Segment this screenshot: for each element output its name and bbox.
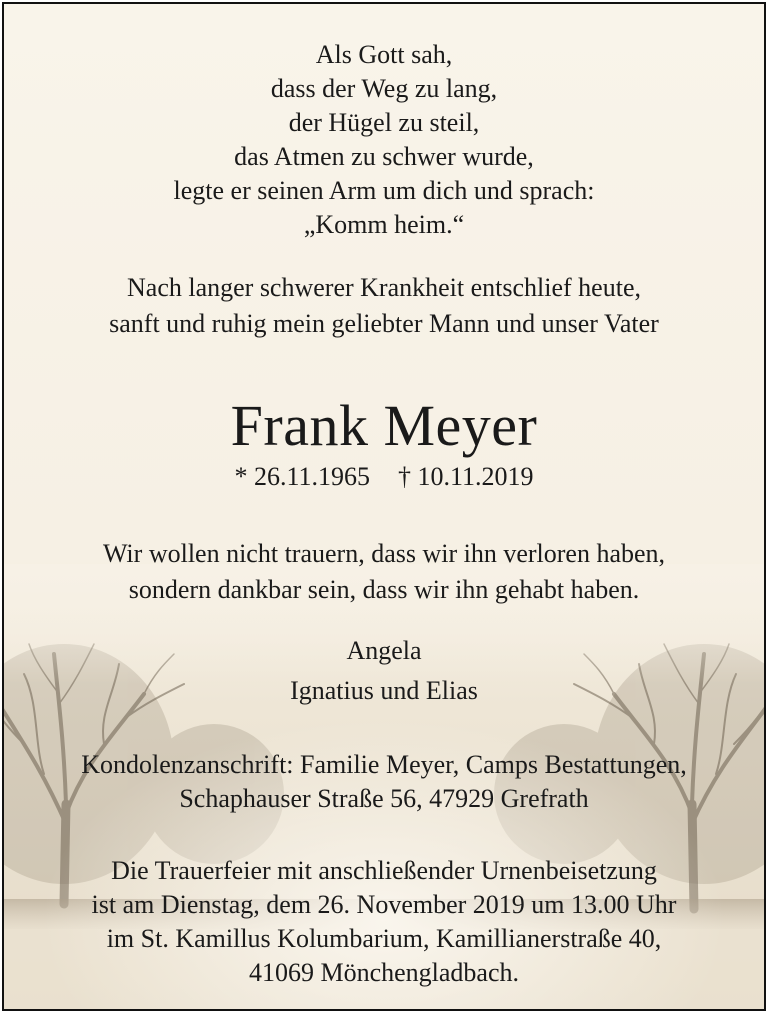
mourner-name: Angela xyxy=(346,636,422,665)
memorial-quote xyxy=(4,536,764,608)
quote-line: sondern dankbar sein, dass wir ihn gehabt haben. xyxy=(128,575,640,604)
address-line: Schaphauser Straße 56, 47929 Grefrath xyxy=(179,784,589,813)
death-announcement xyxy=(4,270,764,342)
life-dates xyxy=(4,460,764,494)
quote-line: Wir wollen nicht trauern, dass wir ihn verloren haben, xyxy=(102,539,666,568)
obituary-notice xyxy=(2,2,766,1011)
announcement-line: sanft und ruhig mein geliebter Mann und unser Vater xyxy=(109,309,659,338)
poem-line: „Komm heim.“ xyxy=(303,210,465,239)
mourners xyxy=(4,631,764,711)
poem-line: dass der Weg zu lang, xyxy=(270,74,498,103)
poem-line: der Hügel zu steil, xyxy=(288,108,480,137)
poem xyxy=(4,38,764,242)
announcement-line: Nach langer schwerer Krankheit entschlief heute, xyxy=(127,273,641,302)
funeral-details xyxy=(4,854,764,990)
death-date: † 10.11.2019 xyxy=(398,462,534,491)
poem-line: das Atmen zu schwer wurde, xyxy=(234,142,534,171)
ceremony-line: ist am Dienstag, dem 26. November 2019 um 13.00 Uhr xyxy=(91,890,677,919)
address-line: Kondolenzanschrift: Familie Meyer, Camps Bestattungen, xyxy=(81,750,687,779)
ceremony-line: Die Trauerfeier mit anschließender Urnenbeisetzung xyxy=(111,856,657,885)
ceremony-line: im St. Kamillus Kolumbarium, Kamillianerstraße 40, xyxy=(106,924,662,953)
birth-date: * 26.11.1965 xyxy=(234,462,370,491)
poem-line: legte er seinen Arm um dich und sprach: xyxy=(173,176,595,205)
condolence-address xyxy=(4,748,764,816)
deceased-name: Frank Meyer xyxy=(230,393,538,458)
ceremony-line: 41069 Mönchengladbach. xyxy=(248,958,520,987)
poem-line: Als Gott sah, xyxy=(315,40,453,69)
mourner-name: Ignatius und Elias xyxy=(290,676,478,705)
